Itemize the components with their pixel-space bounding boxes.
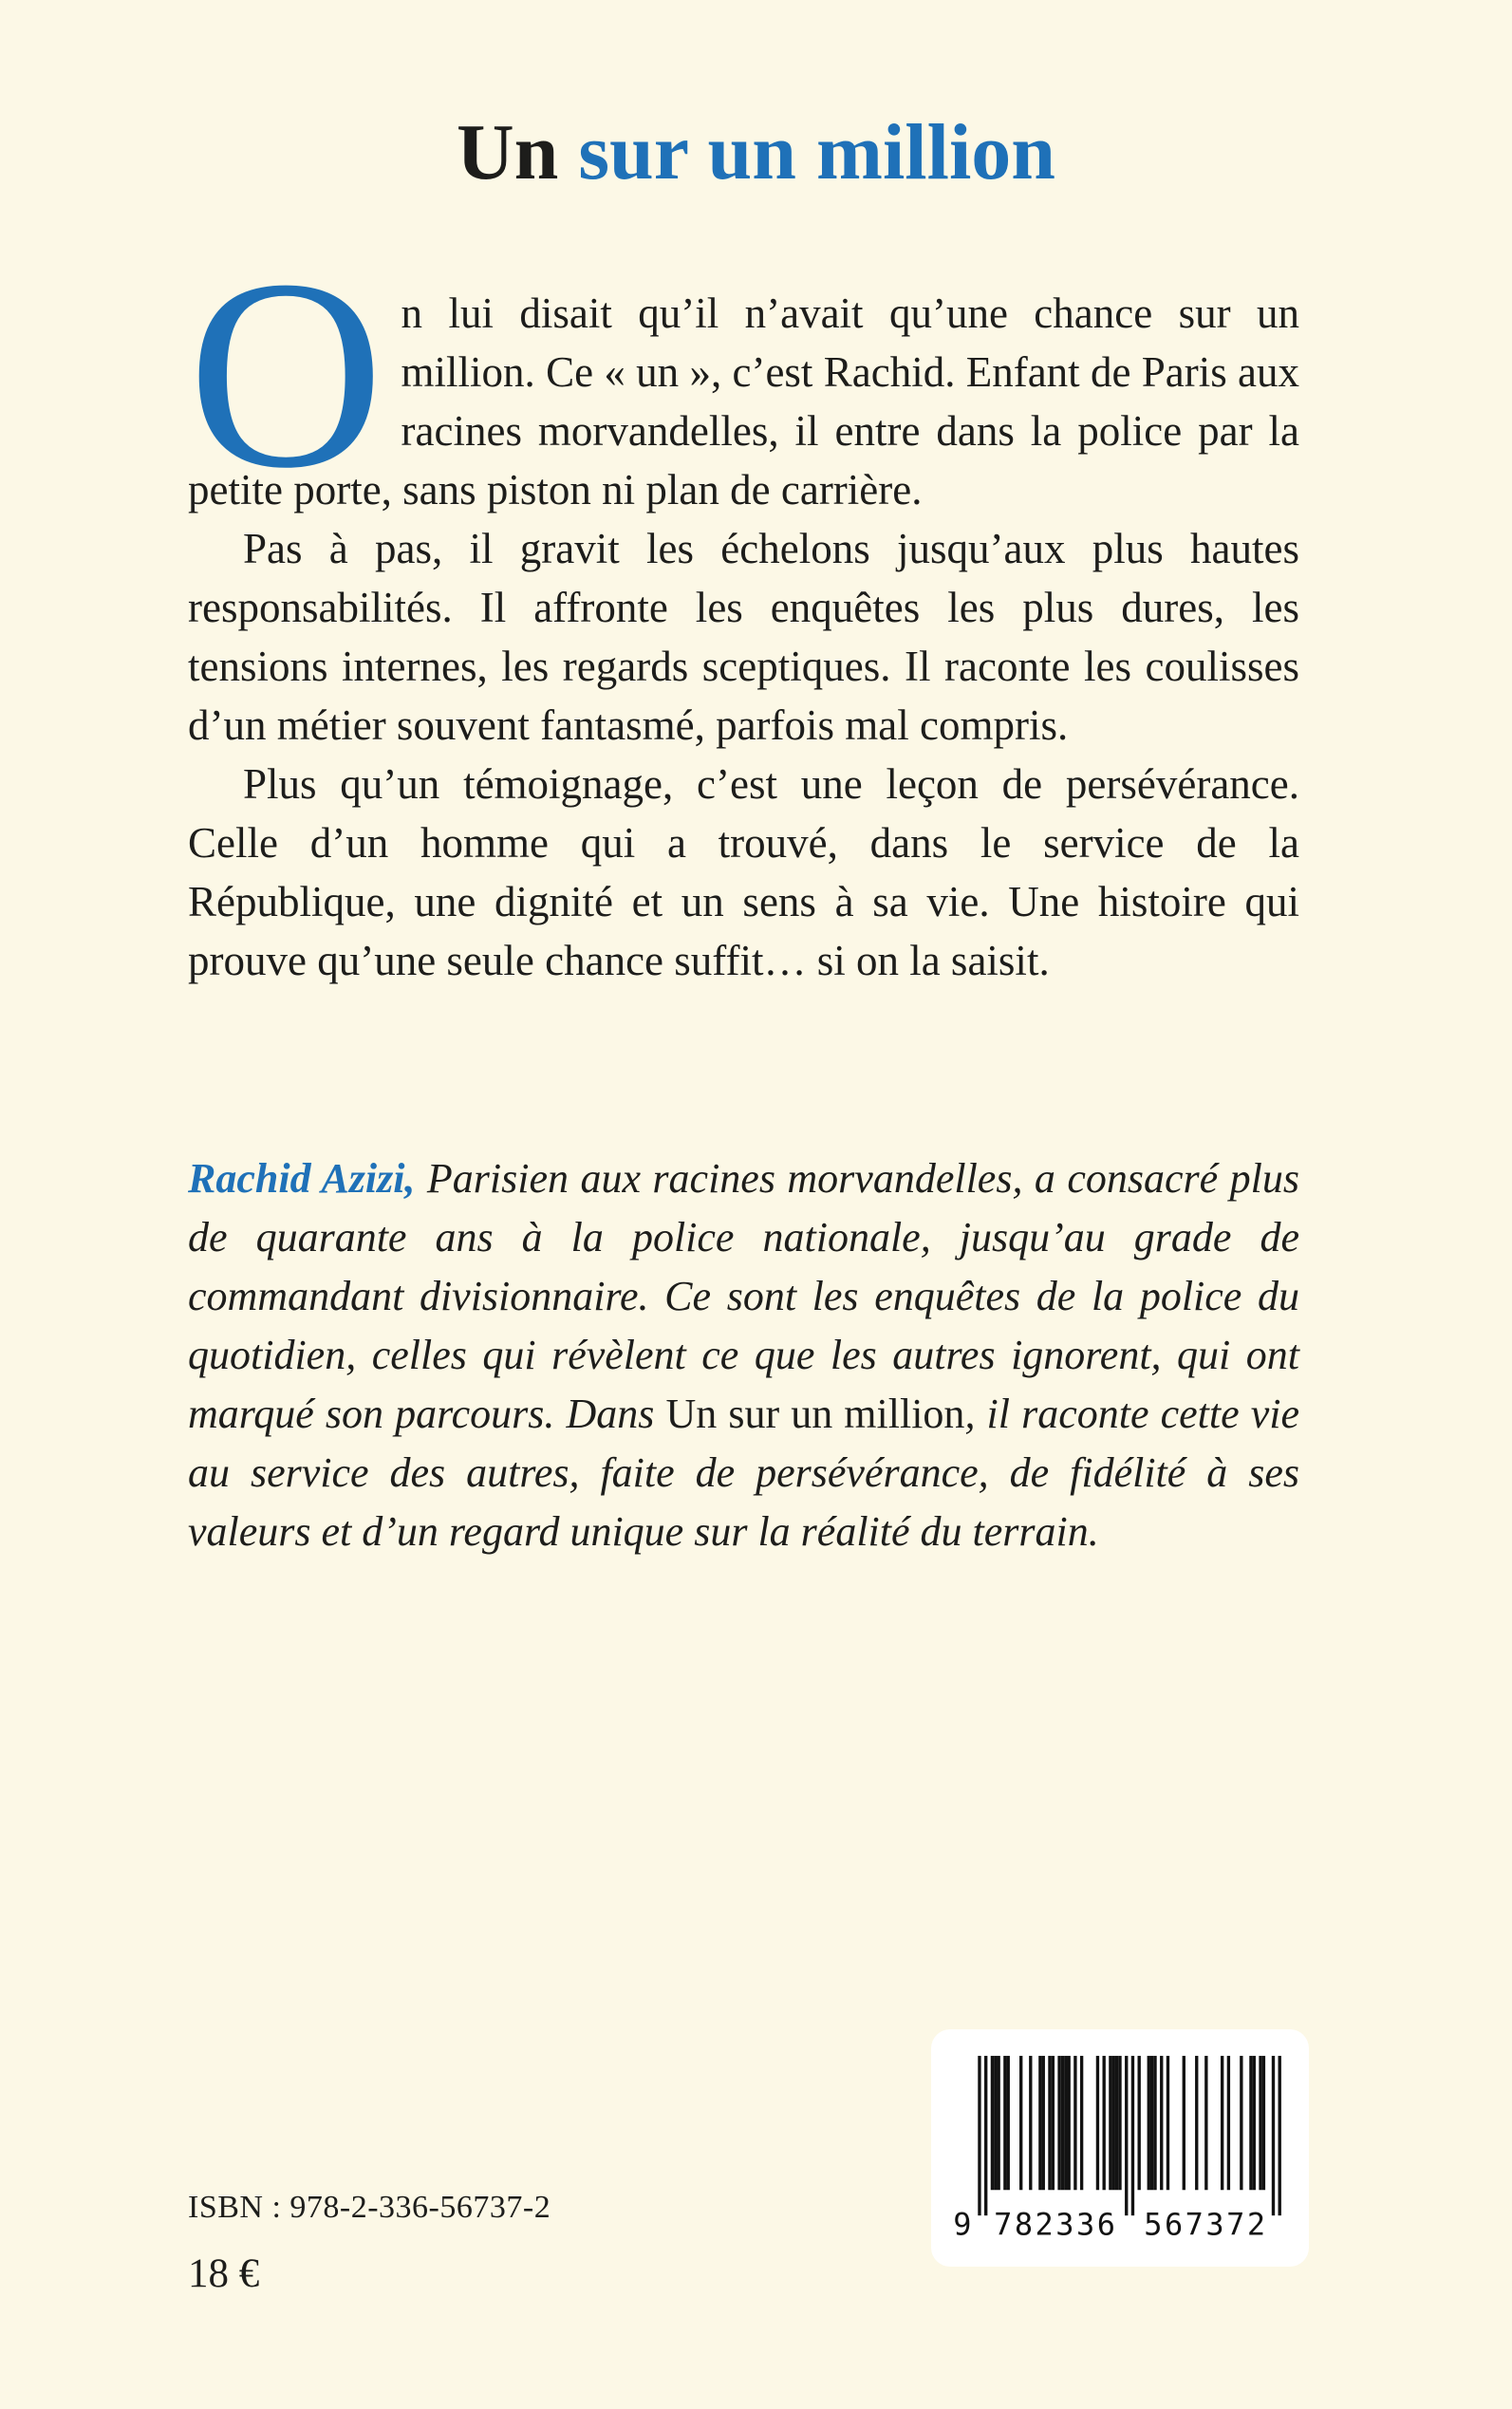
synopsis-paragraph-2: Pas à pas, il gravit les échelons jusqu’aux plus hautes responsabilités. Il affronte les enquêtes les plus dures, les tensions internes, les regards sceptiques. Il raconte les coulisses d’un métier souvent fantasmé, parfois mal compris. [188, 525, 1299, 749]
synopsis-paragraph-1 [188, 223, 1299, 524]
svg-text:782336: 782336 [994, 2205, 1115, 2242]
isbn-text: ISBN : 978-2-336-56737-2 [188, 2190, 551, 2225]
book-title-rest: sur un million [578, 108, 1056, 196]
synopsis [188, 223, 1299, 990]
svg-text:567372: 567372 [1144, 2205, 1266, 2242]
synopsis-paragraph-3: Plus qu’un témoignage, c’est une leçon de persévérance. Celle d’un homme qui a trouvé, dans le service de la République, une dignité et un sens à sa vie. Une histoire qui prouve qu’une seule chance suffit… si on la saisit. [188, 760, 1299, 984]
barcode [931, 2029, 1309, 2267]
dropcap-letter: O [188, 223, 384, 524]
author-name: Rachid Azizi, [188, 1155, 416, 1202]
book-title-word-un: Un [456, 108, 559, 196]
author-bio-text-before: Parisien aux racines morvandelles, a consacré plus de quarante ans à la police nationale, jusqu’au grade de commandant divisionnaire. Ce sont les enquêtes de la police du quotidien, celles qui révèlent ce que les autres ignorent, qui ont marqué son parcours. Dans [188, 1155, 1299, 1437]
price-text: 18 € [188, 2251, 260, 2296]
barcode-svg [949, 2049, 1291, 2248]
footer [188, 2190, 551, 2297]
book-title [0, 0, 1512, 198]
author-bio [188, 1149, 1299, 1561]
author-bio-text-after: , il raconte cette vie au service des autres, faite de persévérance, de fidélité à ses valeurs et d’un regard unique sur la réalité du terrain. [188, 1391, 1299, 1555]
synopsis-paragraph-1-text: n lui disait qu’il n’avait qu’une chance sur un million. Ce « un », c’est Rachid. Enfant de Paris aux racines morvandelles, il entre dans la police par la petite porte, sans piston ni plan de carrière. [188, 289, 1299, 514]
author-bio-book-title: Un sur un million [665, 1391, 965, 1437]
svg-text:9: 9 [953, 2205, 972, 2242]
